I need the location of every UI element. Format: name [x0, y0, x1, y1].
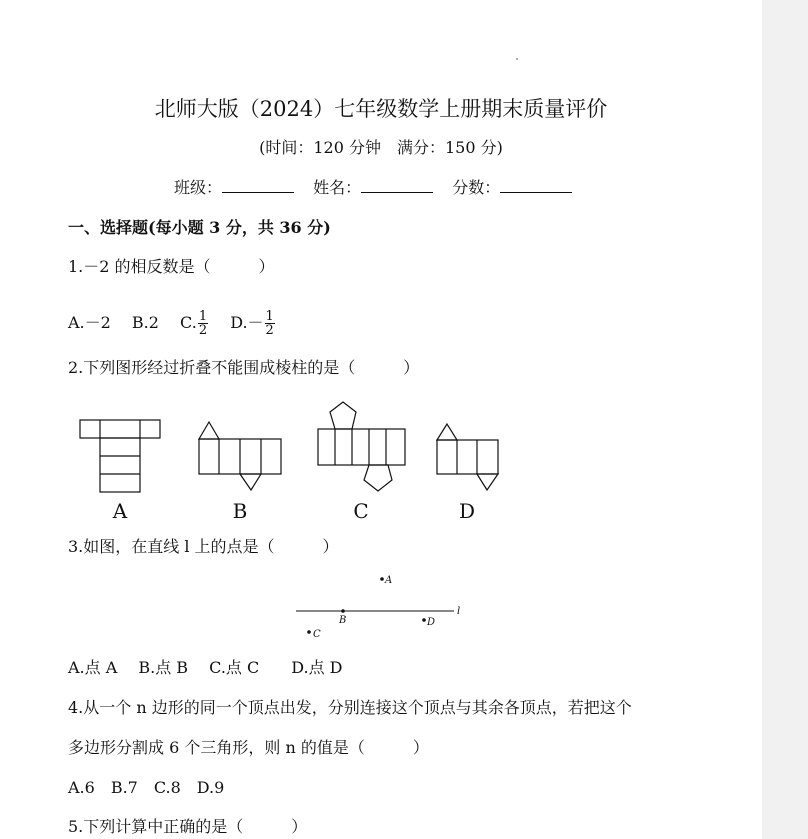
- point-c-label: C: [313, 629, 321, 640]
- class-blank: [222, 178, 294, 193]
- page-mark: [516, 58, 518, 60]
- fraction: $\frac{1}{2}$: [198, 309, 208, 338]
- q1-option-a: A.－2: [68, 313, 111, 332]
- fraction: $\frac{1}{2}$: [265, 309, 274, 338]
- point-b-dot: [341, 609, 345, 613]
- viewer-gutter: [762, 0, 808, 839]
- q4-options: A.6 B.7 C.8 D.9: [68, 778, 225, 797]
- q1-option-d: D.－ $\frac{1}{2}$: [230, 309, 274, 338]
- q1-options: [68, 310, 276, 337]
- q3-stem: 3.如图，在直线 l 上的点是（ ）: [68, 537, 339, 556]
- exam-subtitle: (时间：120 分钟 满分：150 分): [259, 138, 503, 157]
- net-c-shape: [318, 402, 405, 491]
- net-c-label: C: [353, 499, 369, 523]
- net-d-label: D: [458, 499, 476, 523]
- score-blank: [500, 178, 572, 193]
- net-d-shape: [437, 424, 498, 490]
- q5-stem: 5.下列计算中正确的是（ ）: [68, 817, 308, 836]
- class-label: 班级：: [174, 178, 223, 197]
- student-info-fields: [174, 178, 586, 198]
- point-d-dot: [422, 618, 426, 622]
- q4-stem-line2: 多边形分割成 6 个三角形，则 n 的值是（ ）: [68, 738, 429, 757]
- point-a-dot: [380, 577, 384, 581]
- q2-stem: 2.下列图形经过折叠不能围成棱柱的是（ ）: [68, 358, 420, 377]
- score-label: 分数：: [452, 178, 501, 197]
- exam-title: 北师大版（2024）七年级数学上册期末质量评价: [154, 97, 608, 121]
- point-d-label: D: [427, 617, 436, 628]
- line-l-label: l: [457, 606, 461, 617]
- name-blank: [361, 178, 433, 193]
- q4-stem-line1: 4.从一个 n 边形的同一个顶点出发，分别连接这个顶点与其余各顶点，若把这个: [68, 698, 632, 717]
- q3-options: A.点 A B.点 B C.点 C D.点 D: [68, 658, 343, 677]
- q1-stem: 1.－2 的相反数是（ ）: [68, 257, 275, 276]
- net-a-shape: [80, 420, 160, 492]
- net-b-label: B: [232, 499, 248, 523]
- q1-option-b: B.2: [131, 313, 159, 332]
- net-a-label: A: [112, 499, 128, 523]
- q1-option-c: C. $\frac{1}{2}$: [180, 309, 208, 338]
- prism-nets-figure: [0, 396, 762, 526]
- section-heading: 一、选择题(每小题 3 分，共 36 分): [68, 218, 331, 237]
- line-points-figure: [290, 568, 470, 644]
- name-label: 姓名：: [313, 178, 362, 197]
- point-c-dot: [307, 630, 311, 634]
- point-a-label: A: [385, 575, 393, 586]
- net-b-shape: [199, 422, 281, 490]
- point-b-label: B: [339, 615, 347, 626]
